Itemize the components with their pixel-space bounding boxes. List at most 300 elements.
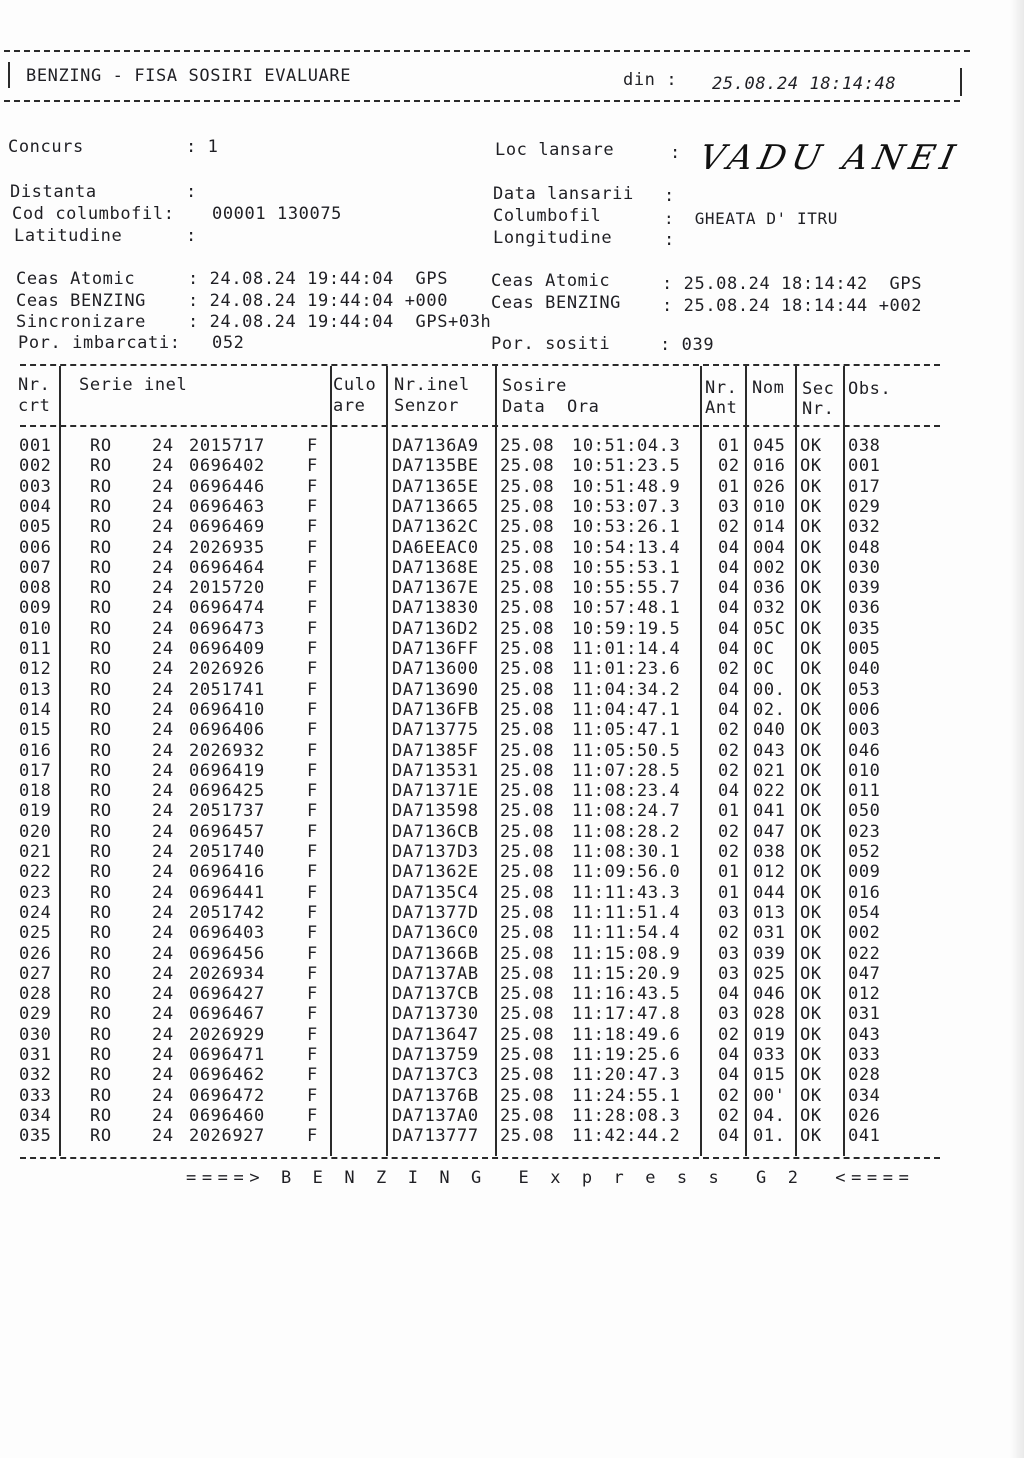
cell-obs: 043: [848, 1024, 881, 1045]
cell-obs: 026: [848, 1105, 881, 1126]
cell-nr-crt: 027: [19, 963, 52, 984]
table-row: [0, 538, 1024, 558]
cell-arrival-time: 10:55:55.7: [572, 578, 681, 599]
cell-year: 24: [152, 1126, 174, 1147]
cell-year: 24: [152, 1105, 174, 1126]
cell-ring-number: 2051741: [189, 679, 265, 700]
cell-arrival-date: 25.08: [500, 699, 555, 720]
cell-nr-ant: 02: [718, 760, 740, 781]
cell-arrival-time: 11:16:43.5: [572, 984, 681, 1005]
cell-sec-nr: OK: [800, 476, 822, 497]
cell-arrival-date: 25.08: [500, 720, 555, 741]
loc-lansare-handwritten: VADU ANEI: [695, 138, 965, 178]
cell-year: 24: [152, 902, 174, 923]
cell-arrival-time: 11:09:56.0: [572, 862, 681, 883]
cell-sec-nr: OK: [800, 781, 822, 802]
cell-nr-crt: 014: [19, 699, 52, 720]
cell-nom: 014: [753, 517, 786, 538]
cell-arrival-time: 11:01:14.4: [572, 639, 681, 659]
cell-year: 24: [152, 720, 174, 741]
cell-year: 24: [152, 578, 174, 599]
cell-nom: 026: [753, 476, 786, 497]
cell-sex: F: [307, 598, 318, 619]
cell-sec-nr: OK: [800, 740, 822, 761]
hdr-nom: Nom: [752, 378, 785, 398]
cell-nr-ant: 03: [718, 496, 740, 517]
table-row: [0, 883, 1024, 903]
cell-sensor: DA71362C: [392, 517, 479, 538]
cell-sensor: DA71385F: [392, 740, 479, 761]
cell-arrival-time: 10:51:48.9: [572, 476, 681, 497]
cell-sensor: DA713759: [392, 1045, 479, 1065]
cell-nr-ant: 03: [718, 963, 740, 984]
cell-arrival-time: 10:59:19.5: [572, 618, 681, 639]
cell-sex: F: [307, 679, 318, 700]
cell-nr-ant: 04: [718, 618, 740, 639]
cell-nr-crt: 010: [19, 618, 52, 639]
cell-sensor: DA71362E: [392, 862, 479, 883]
cell-nr-ant: 04: [718, 1045, 740, 1065]
cell-nr-crt: 001: [19, 436, 52, 456]
table-row: [0, 598, 1024, 618]
cell-nr-ant: 04: [718, 1065, 740, 1086]
cell-ring-number: 2051742: [189, 902, 265, 923]
table-row: [0, 456, 1024, 476]
cell-sec-nr: OK: [800, 436, 822, 456]
cell-sensor: DA7137C3: [392, 1065, 479, 1086]
table-row: [0, 1045, 1024, 1065]
cell-obs: 029: [848, 496, 881, 517]
cell-ring-number: 0696471: [189, 1045, 265, 1065]
cell-sensor: DA7137D3: [392, 842, 479, 862]
cell-country: RO: [90, 578, 112, 599]
cell-sex: F: [307, 1065, 318, 1086]
cell-obs: 036: [848, 598, 881, 619]
cell-year: 24: [152, 699, 174, 720]
cell-country: RO: [90, 1085, 112, 1106]
cell-country: RO: [90, 963, 112, 984]
sincronizare-label: Sincronizare: [16, 312, 147, 332]
cell-arrival-date: 25.08: [500, 923, 555, 944]
right-ceas-benzing-label: Ceas BENZING: [491, 293, 622, 313]
cell-nr-crt: 019: [19, 801, 52, 822]
cell-sec-nr: OK: [800, 842, 822, 862]
cell-ring-number: 0696446: [189, 476, 265, 497]
cell-arrival-time: 11:11:43.3: [572, 882, 681, 903]
cell-country: RO: [90, 1065, 112, 1086]
cell-nr-crt: 022: [19, 862, 52, 883]
cell-arrival-time: 11:17:47.8: [572, 1004, 681, 1025]
cell-ring-number: 0696409: [189, 639, 265, 659]
cell-arrival-date: 25.08: [500, 476, 555, 497]
cell-nr-crt: 030: [19, 1024, 52, 1045]
cell-sec-nr: OK: [800, 699, 822, 720]
cell-nom: 039: [753, 943, 786, 964]
cell-arrival-date: 25.08: [500, 578, 555, 599]
cell-nr-crt: 011: [19, 639, 52, 659]
cell-sensor: DA7136A9: [392, 436, 479, 456]
cell-nr-ant: 02: [718, 1024, 740, 1045]
cell-year: 24: [152, 963, 174, 984]
cell-nom: 028: [753, 1004, 786, 1025]
table-row: [0, 944, 1024, 964]
table-row: [0, 680, 1024, 700]
cell-sensor: DA71368E: [392, 557, 479, 578]
cell-sec-nr: OK: [800, 1045, 822, 1065]
cell-sec-nr: OK: [800, 720, 822, 741]
cell-year: 24: [152, 760, 174, 781]
cell-nr-crt: 006: [19, 537, 52, 558]
cell-sensor: DA71366B: [392, 943, 479, 964]
table-row: [0, 964, 1024, 984]
table-row: [0, 619, 1024, 639]
table-row: [0, 720, 1024, 740]
cell-sex: F: [307, 902, 318, 923]
cell-country: RO: [90, 842, 112, 862]
cod-columbofil-value: 00001 130075: [212, 204, 343, 224]
table-top-border: [20, 364, 940, 366]
cell-country: RO: [90, 821, 112, 842]
columbofil-label: Columbofil: [493, 206, 602, 226]
cell-country: RO: [90, 1126, 112, 1147]
table-row: [0, 578, 1024, 598]
cell-arrival-date: 25.08: [500, 517, 555, 538]
cell-nr-crt: 003: [19, 476, 52, 497]
cell-country: RO: [90, 1024, 112, 1045]
cell-ring-number: 2051740: [189, 842, 265, 862]
cell-nom: 04.: [753, 1105, 786, 1126]
cell-arrival-time: 10:55:53.1: [572, 557, 681, 578]
hdr-nrinel-2: Senzor: [394, 396, 460, 416]
cell-sex: F: [307, 476, 318, 497]
cell-sec-nr: OK: [800, 557, 822, 578]
cell-nr-ant: 01: [718, 436, 740, 456]
cell-sec-nr: OK: [800, 760, 822, 781]
cell-arrival-time: 11:11:51.4: [572, 902, 681, 923]
cell-sensor: DA71365E: [392, 476, 479, 497]
table-row: [0, 822, 1024, 842]
cell-arrival-time: 10:53:26.1: [572, 517, 681, 538]
hdr-sec-nr-2: Nr.: [802, 399, 835, 419]
cell-nr-crt: 035: [19, 1126, 52, 1147]
cell-nr-crt: 024: [19, 902, 52, 923]
table-row: [0, 1126, 1024, 1146]
table-header-separator: [20, 425, 940, 427]
cell-sec-nr: OK: [800, 1085, 822, 1106]
cell-sec-nr: OK: [800, 923, 822, 944]
cell-arrival-date: 25.08: [500, 902, 555, 923]
columbofil-value: : GHEATA D' ITRU: [664, 209, 838, 228]
cell-country: RO: [90, 659, 112, 680]
table-row: [0, 639, 1024, 659]
cell-year: 24: [152, 984, 174, 1005]
cell-arrival-date: 25.08: [500, 821, 555, 842]
cell-sec-nr: OK: [800, 659, 822, 680]
cell-country: RO: [90, 456, 112, 477]
cell-sensor: DA71367E: [392, 578, 479, 599]
table-row: [0, 903, 1024, 923]
cell-nr-ant: 04: [718, 984, 740, 1005]
cell-arrival-time: 11:05:50.5: [572, 740, 681, 761]
cell-nom: 015: [753, 1065, 786, 1086]
cell-nom: 033: [753, 1045, 786, 1065]
cell-sec-nr: OK: [800, 821, 822, 842]
header-top-border: [4, 50, 970, 52]
cell-nr-ant: 02: [718, 456, 740, 477]
cell-country: RO: [90, 882, 112, 903]
table-row: [0, 1065, 1024, 1085]
cell-nom: 00.: [753, 679, 786, 700]
cell-nr-ant: 04: [718, 598, 740, 619]
cell-ring-number: 2026927: [189, 1126, 265, 1147]
cell-nr-ant: 02: [718, 1085, 740, 1106]
cell-year: 24: [152, 1024, 174, 1045]
cell-arrival-date: 25.08: [500, 842, 555, 862]
hdr-obs: Obs.: [848, 379, 892, 399]
cell-obs: 028: [848, 1065, 881, 1086]
por-imbarcati-label: Por. imbarcati:: [18, 333, 181, 353]
cell-country: RO: [90, 496, 112, 517]
cell-nom: 010: [753, 496, 786, 517]
cell-nom: 016: [753, 456, 786, 477]
cell-ring-number: 2051737: [189, 801, 265, 822]
cell-sensor: DA713600: [392, 659, 479, 680]
cell-year: 24: [152, 740, 174, 761]
cell-nom: 0C: [753, 639, 775, 659]
cell-obs: 038: [848, 436, 881, 456]
table-row: [0, 558, 1024, 578]
data-lansarii-label: Data lansarii: [493, 184, 634, 204]
cell-sec-nr: OK: [800, 963, 822, 984]
cell-nr-crt: 026: [19, 943, 52, 964]
cell-sex: F: [307, 760, 318, 781]
cell-sex: F: [307, 639, 318, 659]
cell-country: RO: [90, 862, 112, 883]
cell-country: RO: [90, 943, 112, 964]
cell-arrival-date: 25.08: [500, 1045, 555, 1065]
cell-arrival-date: 25.08: [500, 882, 555, 903]
cell-sensor: DA7136FB: [392, 699, 479, 720]
cell-nom: 040: [753, 720, 786, 741]
cell-country: RO: [90, 801, 112, 822]
table-row: [0, 862, 1024, 882]
loc-lansare-label: Loc lansare: [495, 140, 615, 160]
hdr-sec-nr-1: Sec: [802, 379, 835, 399]
cell-nom: 045: [753, 436, 786, 456]
cell-obs: 052: [848, 842, 881, 862]
table-row: [0, 1004, 1024, 1024]
cell-nom: 002: [753, 557, 786, 578]
cell-obs: 039: [848, 578, 881, 599]
cell-nom: 022: [753, 781, 786, 802]
table-row: [0, 1086, 1024, 1106]
cell-sex: F: [307, 618, 318, 639]
cell-arrival-date: 25.08: [500, 659, 555, 680]
cell-country: RO: [90, 618, 112, 639]
left-ceas-benzing-label: Ceas BENZING: [16, 291, 147, 311]
cell-nr-ant: 04: [718, 781, 740, 802]
cell-nr-ant: 01: [718, 476, 740, 497]
benzing-footer: ====> B E N Z I N G E x p r e s s G 2 <====: [186, 1168, 915, 1188]
cell-nr-crt: 015: [19, 720, 52, 741]
cell-obs: 032: [848, 517, 881, 538]
hdr-culoare-2: are: [333, 396, 366, 416]
cell-obs: 011: [848, 781, 881, 802]
cell-nr-ant: 02: [718, 740, 740, 761]
cell-sensor: DA713730: [392, 1004, 479, 1025]
cell-nr-ant: 02: [718, 517, 740, 538]
table-row: [0, 436, 1024, 456]
cell-nr-crt: 025: [19, 923, 52, 944]
cell-sensor: DA7135BE: [392, 456, 479, 477]
cell-year: 24: [152, 1004, 174, 1025]
cell-nom: 012: [753, 862, 786, 883]
cell-sex: F: [307, 862, 318, 883]
cell-year: 24: [152, 882, 174, 903]
table-row: [0, 700, 1024, 720]
por-imbarcati-value: 052: [212, 333, 245, 353]
cell-nr-crt: 005: [19, 517, 52, 538]
table-row: [0, 477, 1024, 497]
cell-year: 24: [152, 842, 174, 862]
cell-nom: 031: [753, 923, 786, 944]
cell-obs: 017: [848, 476, 881, 497]
cell-nr-crt: 007: [19, 557, 52, 578]
cell-ring-number: 0696473: [189, 618, 265, 639]
cell-arrival-time: 11:08:23.4: [572, 781, 681, 802]
cell-nr-ant: 04: [718, 537, 740, 558]
hdr-culoare-1: Culo: [333, 375, 377, 395]
cell-arrival-date: 25.08: [500, 963, 555, 984]
cell-sensor: DA713531: [392, 760, 479, 781]
cell-ring-number: 2015720: [189, 578, 265, 599]
cell-nr-crt: 012: [19, 659, 52, 680]
cell-country: RO: [90, 781, 112, 802]
cell-nr-crt: 031: [19, 1045, 52, 1065]
cell-arrival-date: 25.08: [500, 760, 555, 781]
cell-obs: 005: [848, 639, 881, 659]
longitudine-value: :: [664, 230, 675, 250]
din-datetime: 25.08.24 18:14:48: [712, 74, 897, 94]
header-right-bar: [960, 68, 962, 96]
cell-country: RO: [90, 537, 112, 558]
cell-ring-number: 0696410: [189, 699, 265, 720]
cell-sex: F: [307, 963, 318, 984]
cell-country: RO: [90, 760, 112, 781]
data-lansarii-value: :: [664, 186, 675, 206]
cell-sex: F: [307, 1126, 318, 1147]
cell-sec-nr: OK: [800, 862, 822, 883]
cell-sex: F: [307, 436, 318, 456]
cell-obs: 002: [848, 923, 881, 944]
cell-nom: 004: [753, 537, 786, 558]
cell-obs: 048: [848, 537, 881, 558]
right-ceas-atomic-value: : 25.08.24 18:14:42 GPS: [662, 274, 923, 294]
cell-year: 24: [152, 517, 174, 538]
cell-nom: 041: [753, 801, 786, 822]
cell-arrival-time: 10:51:04.3: [572, 436, 681, 456]
cell-arrival-time: 11:28:08.3: [572, 1105, 681, 1126]
cell-nr-ant: 02: [718, 720, 740, 741]
cell-ring-number: 0696457: [189, 821, 265, 842]
cell-arrival-date: 25.08: [500, 943, 555, 964]
cell-sensor: DA7137AB: [392, 963, 479, 984]
cell-arrival-time: 11:05:47.1: [572, 720, 681, 741]
cell-obs: 001: [848, 456, 881, 477]
cell-year: 24: [152, 1045, 174, 1065]
cell-obs: 053: [848, 679, 881, 700]
cell-sec-nr: OK: [800, 517, 822, 538]
cell-arrival-time: 11:01:23.6: [572, 659, 681, 680]
cell-ring-number: 2015717: [189, 436, 265, 456]
cell-nr-ant: 01: [718, 801, 740, 822]
cell-year: 24: [152, 943, 174, 964]
cell-nom: 021: [753, 760, 786, 781]
cell-country: RO: [90, 598, 112, 619]
cell-year: 24: [152, 618, 174, 639]
cell-country: RO: [90, 699, 112, 720]
cell-obs: 035: [848, 618, 881, 639]
cell-nr-crt: 017: [19, 760, 52, 781]
cell-nr-ant: 03: [718, 902, 740, 923]
cell-sex: F: [307, 1045, 318, 1065]
cell-nr-crt: 023: [19, 882, 52, 903]
sincronizare-value: : 24.08.24 19:44:04 GPS+03h: [188, 312, 492, 332]
cell-arrival-date: 25.08: [500, 1105, 555, 1126]
cell-year: 24: [152, 1065, 174, 1086]
cell-arrival-date: 25.08: [500, 781, 555, 802]
cell-sec-nr: OK: [800, 1065, 822, 1086]
cell-sec-nr: OK: [800, 598, 822, 619]
cell-year: 24: [152, 923, 174, 944]
cell-sec-nr: OK: [800, 1126, 822, 1147]
cell-sex: F: [307, 882, 318, 903]
cell-nom: 05C: [753, 618, 786, 639]
cell-arrival-date: 25.08: [500, 537, 555, 558]
cell-year: 24: [152, 679, 174, 700]
cell-ring-number: 0696474: [189, 598, 265, 619]
cell-sensor: DA713775: [392, 720, 479, 741]
cell-nr-crt: 002: [19, 456, 52, 477]
cell-country: RO: [90, 1004, 112, 1025]
cell-nr-ant: 02: [718, 1105, 740, 1126]
cell-sensor: DA7137CB: [392, 984, 479, 1005]
cell-sex: F: [307, 943, 318, 964]
table-row: [0, 781, 1024, 801]
cell-nr-crt: 029: [19, 1004, 52, 1025]
cell-obs: 033: [848, 1045, 881, 1065]
table-row: [0, 1106, 1024, 1126]
hdr-nr-ant-2: Ant: [705, 398, 738, 418]
cell-ring-number: 2026934: [189, 963, 265, 984]
cell-sex: F: [307, 1004, 318, 1025]
cell-sensor: DA7137A0: [392, 1105, 479, 1126]
cell-obs: 006: [848, 699, 881, 720]
cell-arrival-date: 25.08: [500, 1065, 555, 1086]
cell-nr-crt: 021: [19, 842, 52, 862]
cell-obs: 050: [848, 801, 881, 822]
table-row: [0, 1025, 1024, 1045]
cell-ring-number: 0696464: [189, 557, 265, 578]
cell-arrival-time: 11:08:30.1: [572, 842, 681, 862]
cell-sensor: DA713777: [392, 1126, 479, 1147]
cell-nom: 038: [753, 842, 786, 862]
cell-arrival-time: 11:08:28.2: [572, 821, 681, 842]
cell-sensor: DA71376B: [392, 1085, 479, 1106]
cell-ring-number: 0696441: [189, 882, 265, 903]
cell-ring-number: 0696460: [189, 1105, 265, 1126]
cell-year: 24: [152, 781, 174, 802]
